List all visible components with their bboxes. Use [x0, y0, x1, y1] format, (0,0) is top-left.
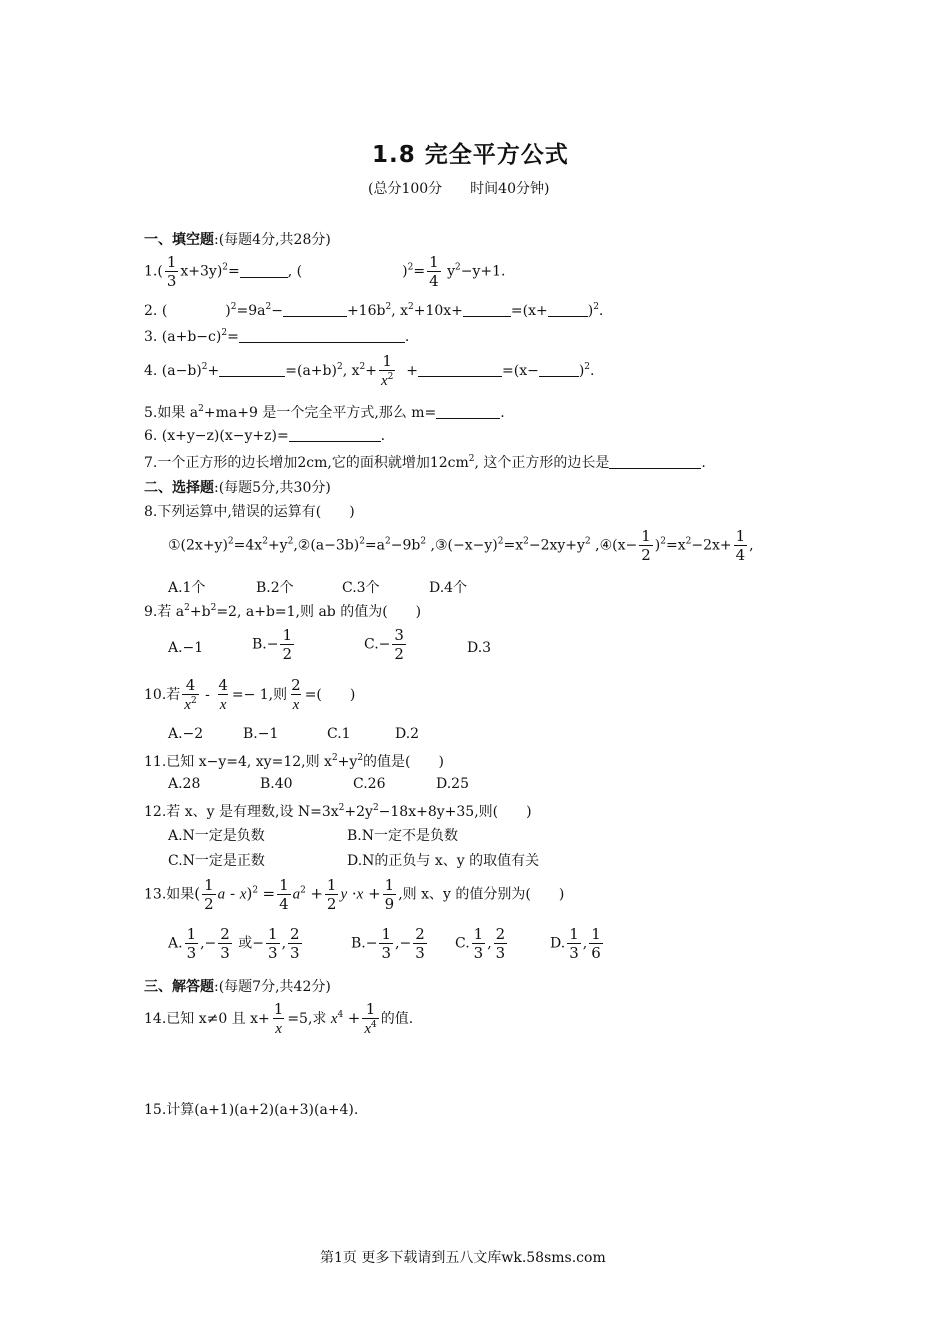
- option-D[interactable]: D.4个: [429, 580, 468, 596]
- option-A[interactable]: A.−2: [168, 726, 204, 742]
- blank[interactable]: [609, 454, 701, 469]
- option-B[interactable]: B.40: [260, 776, 293, 792]
- question-13-stem: 13.如果( $\frac{1}{2}$ a - x)$^2$ = $\frac{1}{4}$ $a^2$ + $\frac{1}{2}$ y ·x + $\frac{1}{9}$ ,则 x、y 的值分别为( ): [144, 876, 565, 913]
- blank[interactable]: [539, 362, 579, 377]
- page-title: 1.8 完全平方公式: [372, 142, 569, 168]
- question-3: 3. $(a+b-c)^2=$ .: [144, 328, 410, 345]
- option-C[interactable]: C. $\frac{1}{3}$ , $\frac{2}{3}$: [455, 925, 506, 962]
- blank[interactable]: [289, 427, 381, 442]
- blank[interactable]: [463, 302, 511, 317]
- option-A[interactable]: A.N一定是负数: [168, 828, 265, 844]
- question-7: 7.一个正方形的边长增加2cm,它的面积就增加$12cm^2$, 这个正方形的边长是 .: [144, 454, 706, 471]
- option-B[interactable]: B.− $\frac{1}{2}$: [252, 626, 293, 663]
- option-D[interactable]: D.25: [436, 776, 469, 792]
- section-heading-3: 三、解答题:(每题7分,共42分): [144, 979, 331, 995]
- subtitle: (总分100分 时间40分钟): [368, 181, 550, 197]
- option-A[interactable]: A.−1: [168, 640, 204, 656]
- question-9-stem: 9.若 $a^2+b^2=2$, a+b=1,则 ab 的值为( ): [144, 603, 422, 620]
- blank[interactable]: [283, 302, 347, 317]
- question-10-stem: 10.若 $\frac{4}{x^2}$ - $\frac{4}{x}$ =− 1,则 $\frac{2}{x}$ =( ): [144, 676, 356, 713]
- option-D[interactable]: D.3: [467, 640, 492, 656]
- question-15: 15.计算(a+1)(a+2)(a+3)(a+4).: [144, 1102, 359, 1118]
- section-heading-2: 二、选择题:(每题5分,共30分): [144, 480, 331, 496]
- option-B[interactable]: B.N一定不是负数: [347, 828, 458, 844]
- option-C[interactable]: C.N一定是正数: [168, 853, 265, 869]
- blank[interactable]: [418, 362, 502, 377]
- option-A[interactable]: A. $\frac{1}{3}$ ,− $\frac{2}{3}$ 或− $\frac{1}{3}$ , $\frac{2}{3}$: [168, 925, 300, 962]
- option-D[interactable]: D. $\frac{1}{3}$ , $\frac{1}{6}$: [550, 925, 601, 962]
- blank[interactable]: [436, 404, 500, 419]
- question-4: 4. $(a-b)^2+ =(a+b)^2$, $x^2+$ $\frac{1}{x^2}$ + $=(x- )^2$.: [144, 352, 595, 389]
- option-B[interactable]: B.−1: [243, 726, 279, 742]
- question-12-stem: 12.若 x、y 是有理数,设 $N=3x^2+2y^2-18x+8y+35$,则( ): [144, 803, 532, 820]
- option-A[interactable]: A.1个: [168, 580, 206, 596]
- question-14: 14.已知 x≠0 且 x+ $\frac{1}{x}$ =5,求 $x^4$ + $\frac{1}{x^4}$ 的值.: [144, 1000, 414, 1037]
- option-C[interactable]: C.26: [353, 776, 386, 792]
- question-6: 6. (x+y−z)(x−y+z)= .: [144, 428, 386, 444]
- option-C[interactable]: C.− $\frac{3}{2}$: [364, 626, 404, 663]
- question-2: 2. ( )$^2=9a^2- +16b^2$, $x^2+10x+ =(x+ )^2$.: [144, 302, 604, 319]
- option-B[interactable]: B.2个: [256, 580, 294, 596]
- blank[interactable]: [239, 328, 405, 343]
- option-C[interactable]: C.1: [327, 726, 351, 742]
- option-A[interactable]: A.28: [168, 776, 201, 792]
- option-D[interactable]: D.2: [395, 726, 420, 742]
- blank[interactable]: [219, 362, 285, 377]
- blank[interactable]: [548, 302, 588, 317]
- section-heading-1: 一、填空题:(每题4分,共28分): [144, 232, 331, 248]
- question-11-stem: 11.已知 x−y=4, xy=12,则 $x^2+y^2$的值是( ): [144, 753, 444, 770]
- blank[interactable]: [240, 263, 288, 278]
- question-8-stem: 8.下列运算中,错误的运算有( ): [144, 504, 355, 520]
- question-5: 5.如果 $a^2+ma+9$ 是一个完全平方式,那么 m= .: [144, 404, 505, 421]
- page-footer: 第1页 更多下载请到五八文库wk.58sms.com: [320, 1250, 606, 1266]
- question-1: 1.( $\frac{1}{3}$ x+3y)$^2$= , ( )$^2$= $\frac{1}{4}$ $y^2-y+1$.: [144, 253, 506, 290]
- option-C[interactable]: C.3个: [342, 580, 380, 596]
- option-B[interactable]: B.− $\frac{1}{3}$ ,− $\frac{2}{3}$: [351, 925, 425, 962]
- question-8-items: $①(2x+y)^2=4x^2+y^2,②(a-3b)^2=a^2-9b^2$ $,③(-x-y)^2=x^2-2xy+y^2$ ,④(x− $\frac{1}{2}$ )$^2=x^2-2x+$ $\frac{1}{4}$ ,: [168, 527, 754, 564]
- option-D[interactable]: D.N的正负与 x、y 的取值有关: [347, 853, 540, 869]
